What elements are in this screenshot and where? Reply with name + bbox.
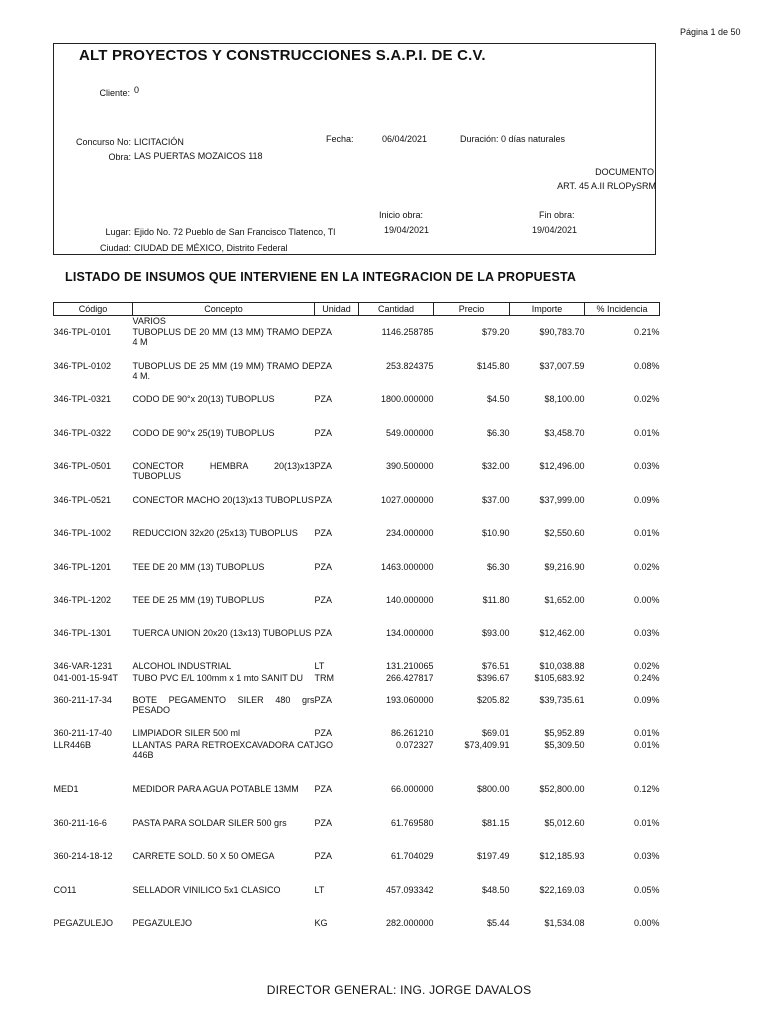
item-amount: $9,216.90 xyxy=(544,562,585,572)
item-code: 346-TPL-0322 xyxy=(53,428,112,438)
item-code: 346-TPL-0102 xyxy=(53,361,112,371)
item-unit: PZA xyxy=(314,695,333,705)
item-price: $93.00 xyxy=(481,628,510,638)
item-quantity: 193.060000 xyxy=(385,695,434,705)
item-price: $145.80 xyxy=(476,361,510,371)
item-unit: PZA xyxy=(314,428,333,438)
item-unit: PZA xyxy=(314,818,333,828)
item-concept: ALCOHOL INDUSTRIAL xyxy=(132,661,232,671)
item-incidence: 0.02% xyxy=(633,661,660,671)
item-price: $81.15 xyxy=(481,818,510,828)
item-amount: $10,038.88 xyxy=(539,661,585,671)
item-unit: PZA xyxy=(314,562,333,572)
duracion: Duración: 0 días naturales xyxy=(460,134,566,144)
table-row xyxy=(54,784,660,818)
item-concept: BOTE PEGAMENTO SILER 480 grs PESADO xyxy=(132,695,315,715)
ciudad-value: CIUDAD DE MÉXICO, Distrito Federal xyxy=(134,243,288,253)
item-incidence: 0.01% xyxy=(633,818,660,828)
table-row xyxy=(54,628,660,661)
fin-value: 19/04/2021 xyxy=(532,225,578,235)
item-concept: LIMPIADOR SILER 500 ml xyxy=(132,728,241,738)
item-quantity: 390.500000 xyxy=(385,461,434,471)
item-incidence: 0.00% xyxy=(633,595,660,605)
item-concept: TEE DE 20 MM (13) TUBOPLUS xyxy=(132,562,265,572)
item-amount: $37,999.00 xyxy=(539,495,585,505)
item-incidence: 0.12% xyxy=(633,784,660,794)
item-price: $69.01 xyxy=(481,728,510,738)
table-row xyxy=(54,361,660,394)
item-code: 360-211-17-40 xyxy=(53,728,112,738)
item-amount: $1,534.08 xyxy=(544,918,585,928)
item-quantity: 61.704029 xyxy=(390,851,434,861)
item-quantity: 1027.000000 xyxy=(380,495,434,505)
item-code: 360-214-18-12 xyxy=(53,851,113,861)
item-concept: CODO DE 90°x 20(13) TUBOPLUS xyxy=(132,394,275,404)
table-row xyxy=(54,885,660,918)
item-amount: $1,652.00 xyxy=(544,595,585,605)
obra-label: Obra: xyxy=(108,152,131,162)
item-price: $79.20 xyxy=(481,327,510,337)
item-incidence: 0.21% xyxy=(633,327,660,337)
item-code: 346-TPL-1002 xyxy=(53,528,112,538)
col-header-importe: Importe xyxy=(510,303,585,316)
item-incidence: 0.01% xyxy=(633,428,660,438)
table-row xyxy=(54,673,660,695)
section-label: VARIOS xyxy=(132,316,166,326)
item-price: $76.51 xyxy=(481,661,510,671)
item-concept: TUBOPLUS DE 25 MM (19 MM) TRAMO DE 4 M. xyxy=(132,361,315,381)
item-price: $6.30 xyxy=(486,428,510,438)
table-row xyxy=(54,428,660,461)
item-amount: $90,783.70 xyxy=(539,327,585,337)
item-price: $5.44 xyxy=(486,918,510,928)
table-row xyxy=(54,818,660,851)
item-unit: KG xyxy=(314,918,328,928)
item-concept: LLANTAS PARA RETROEXCAVADORA CAT 446B xyxy=(132,740,315,760)
item-quantity: 266.427817 xyxy=(385,673,434,683)
item-price: $10.90 xyxy=(481,528,510,538)
fecha-value: 06/04/2021 xyxy=(382,134,428,144)
table-row xyxy=(54,740,660,784)
item-amount: $105,683.92 xyxy=(534,673,585,683)
item-concept: SELLADOR VINILICO 5x1 CLASICO xyxy=(132,885,281,895)
col-header-precio: Precio xyxy=(434,303,510,316)
item-concept: CODO DE 90°x 25(19) TUBOPLUS xyxy=(132,428,275,438)
item-amount: $5,309.50 xyxy=(544,740,585,750)
item-unit: LT xyxy=(314,661,325,671)
item-unit: PZA xyxy=(314,784,333,794)
table-row xyxy=(54,728,660,740)
item-amount: $5,012.60 xyxy=(544,818,585,828)
item-unit: JGO xyxy=(314,740,334,750)
item-unit: PZA xyxy=(314,595,333,605)
table-row xyxy=(54,394,660,428)
item-incidence: 0.00% xyxy=(633,918,660,928)
table-header-row xyxy=(54,303,660,316)
cliente-value: 0 xyxy=(134,85,140,95)
item-concept: CONECTOR HEMBRA 20(13)x13 TUBOPLUS xyxy=(132,461,315,481)
table-row xyxy=(54,595,660,628)
company-name: ALT PROYECTOS Y CONSTRUCCIONES S.A.P.I. DE C.V. xyxy=(79,47,486,64)
item-unit: LT xyxy=(314,885,325,895)
item-code: PEGAZULEJO xyxy=(53,918,114,928)
item-unit: PZA xyxy=(314,528,333,538)
table-row xyxy=(54,327,660,361)
item-quantity: 134.000000 xyxy=(385,628,434,638)
item-incidence: 0.05% xyxy=(633,885,660,895)
item-concept: TEE DE 25 MM (19) TUBOPLUS xyxy=(132,595,265,605)
col-header-concepto: Concepto xyxy=(133,303,315,316)
col-header-cantidad: Cantidad xyxy=(359,303,434,316)
insumos-table xyxy=(53,302,660,951)
item-unit: PZA xyxy=(314,495,333,505)
item-unit: PZA xyxy=(314,461,333,471)
item-quantity: 61.769580 xyxy=(390,818,434,828)
item-price: $32.00 xyxy=(481,461,510,471)
table-row xyxy=(54,695,660,728)
ciudad-label: Ciudad: xyxy=(99,243,131,253)
item-quantity: 234.000000 xyxy=(385,528,434,538)
item-amount: $2,550.60 xyxy=(544,528,585,538)
item-concept: REDUCCION 32x20 (25x13) TUBOPLUS xyxy=(132,528,298,538)
concurso-value: LICITACIÓN xyxy=(134,137,184,147)
table-row xyxy=(54,495,660,528)
item-quantity: 140.000000 xyxy=(385,595,434,605)
item-price: $37.00 xyxy=(481,495,510,505)
table-row xyxy=(54,528,660,562)
item-incidence: 0.09% xyxy=(633,495,660,505)
item-code: 346-TPL-0501 xyxy=(53,461,112,471)
item-quantity: 66.000000 xyxy=(390,784,434,794)
item-quantity: 253.824375 xyxy=(385,361,434,371)
item-concept: CONECTOR MACHO 20(13)x13 TUBOPLUS xyxy=(132,495,314,505)
col-header-incidencia: % Incidencia xyxy=(585,303,660,316)
fecha-label: Fecha: xyxy=(326,134,354,144)
concurso-label: Concurso No: xyxy=(75,137,131,147)
document-title: LISTADO DE INSUMOS QUE INTERVIENE EN LA INTEGRACION DE LA PROPUESTA xyxy=(65,270,577,284)
item-incidence: 0.01% xyxy=(633,528,660,538)
item-price: $6.30 xyxy=(486,562,510,572)
item-price: $205.82 xyxy=(476,695,510,705)
item-quantity: 1463.000000 xyxy=(380,562,434,572)
item-quantity: 282.000000 xyxy=(385,918,434,928)
item-code: MED1 xyxy=(53,784,79,794)
item-price: $197.49 xyxy=(476,851,510,861)
item-unit: PZA xyxy=(314,851,333,861)
item-code: CO11 xyxy=(53,885,77,895)
item-amount: $39,735.61 xyxy=(539,695,585,705)
item-quantity: 549.000000 xyxy=(385,428,434,438)
item-incidence: 0.02% xyxy=(633,562,660,572)
obra-value: LAS PUERTAS MOZAICOS 118 xyxy=(134,151,263,161)
item-unit: PZA xyxy=(314,628,333,638)
item-concept: PASTA PARA SOLDAR SILER 500 grs xyxy=(132,818,287,828)
item-quantity: 0.072327 xyxy=(395,740,434,750)
page-number: Página 1 de 50 xyxy=(680,27,741,37)
table-row xyxy=(54,918,660,951)
item-quantity: 457.093342 xyxy=(385,885,434,895)
item-incidence: 0.01% xyxy=(633,728,660,738)
item-code: 360-211-16-6 xyxy=(53,818,107,828)
table-row xyxy=(54,851,660,885)
item-unit: PZA xyxy=(314,394,333,404)
item-quantity: 131.210065 xyxy=(385,661,434,671)
item-code: LLR446B xyxy=(53,740,92,750)
item-code: 346-TPL-1301 xyxy=(53,628,112,638)
item-incidence: 0.01% xyxy=(633,740,660,750)
item-amount: $12,496.00 xyxy=(539,461,585,471)
item-quantity: 1800.000000 xyxy=(380,394,434,404)
header-box xyxy=(53,43,656,255)
item-unit: PZA xyxy=(314,361,333,371)
item-unit: PZA xyxy=(314,728,333,738)
item-price: $11.80 xyxy=(482,595,510,605)
item-price: $800.00 xyxy=(476,784,510,794)
lugar-label: Lugar: xyxy=(105,227,131,237)
item-amount: $12,462.00 xyxy=(539,628,585,638)
item-code: 346-TPL-0101 xyxy=(53,327,112,337)
item-quantity: 86.261210 xyxy=(390,728,434,738)
item-amount: $5,952.89 xyxy=(544,728,585,738)
item-amount: $22,169.03 xyxy=(539,885,585,895)
item-concept: TUERCA UNION 20x20 (13x13) TUBOPLUS xyxy=(132,628,312,638)
item-amount: $37,007.59 xyxy=(539,361,585,371)
inicio-label: Inicio obra: xyxy=(379,210,424,220)
item-code: 346-TPL-0521 xyxy=(53,495,112,505)
lugar-value: Ejido No. 72 Pueblo de San Francisco Tlatenco, Tl xyxy=(134,227,336,237)
documento-value: ART. 45 A.II RLOPySRM xyxy=(557,181,656,191)
item-price: $396.67 xyxy=(476,673,510,683)
item-amount: $3,458.70 xyxy=(544,428,585,438)
item-concept: TUBO PVC E/L 100mm x 1 mto SANIT DU xyxy=(132,673,304,683)
item-incidence: 0.03% xyxy=(633,461,660,471)
item-code: 360-211-17-34 xyxy=(53,695,112,705)
col-header-codigo: Código xyxy=(54,303,133,316)
item-code: 041-001-15-94T xyxy=(53,673,119,683)
item-concept: MEDIDOR PARA AGUA POTABLE 13MM xyxy=(132,784,299,794)
inicio-value: 19/04/2021 xyxy=(384,225,430,235)
item-incidence: 0.03% xyxy=(633,628,660,638)
cliente-label: Cliente: xyxy=(99,88,130,98)
item-amount: $12,185.93 xyxy=(539,851,585,861)
item-quantity: 1146.258785 xyxy=(381,327,434,337)
item-concept: PEGAZULEJO xyxy=(132,918,193,928)
item-amount: $52,800.00 xyxy=(539,784,585,794)
item-unit: TRM xyxy=(314,673,334,683)
table-row xyxy=(54,661,660,673)
item-incidence: 0.02% xyxy=(633,394,660,404)
item-incidence: 0.03% xyxy=(633,851,660,861)
item-incidence: 0.08% xyxy=(633,361,660,371)
item-incidence: 0.09% xyxy=(633,695,660,705)
item-amount: $8,100.00 xyxy=(544,394,585,404)
item-incidence: 0.24% xyxy=(633,673,660,683)
item-concept: TUBOPLUS DE 20 MM (13 MM) TRAMO DE 4 M xyxy=(132,327,315,347)
item-price: $73,409.91 xyxy=(464,740,510,750)
col-header-unidad: Unidad xyxy=(315,303,359,316)
item-code: 346-TPL-1201 xyxy=(53,562,112,572)
item-price: $4.50 xyxy=(486,394,510,404)
table-row xyxy=(54,562,660,595)
item-price: $48.50 xyxy=(481,885,510,895)
documento-label: DOCUMENTO xyxy=(595,167,654,177)
item-code: 346-TPL-1202 xyxy=(53,595,112,605)
table-row xyxy=(54,461,660,495)
fin-label: Fin obra: xyxy=(539,210,575,220)
section-row xyxy=(54,316,660,328)
item-code: 346-TPL-0321 xyxy=(53,394,112,404)
footer-signature: DIRECTOR GENERAL: ING. JORGE DAVALOS xyxy=(266,983,532,997)
item-code: 346-VAR-1231 xyxy=(53,661,113,671)
item-unit: PZA xyxy=(314,327,333,337)
item-concept: CARRETE SOLD. 50 X 50 OMEGA xyxy=(132,851,275,861)
